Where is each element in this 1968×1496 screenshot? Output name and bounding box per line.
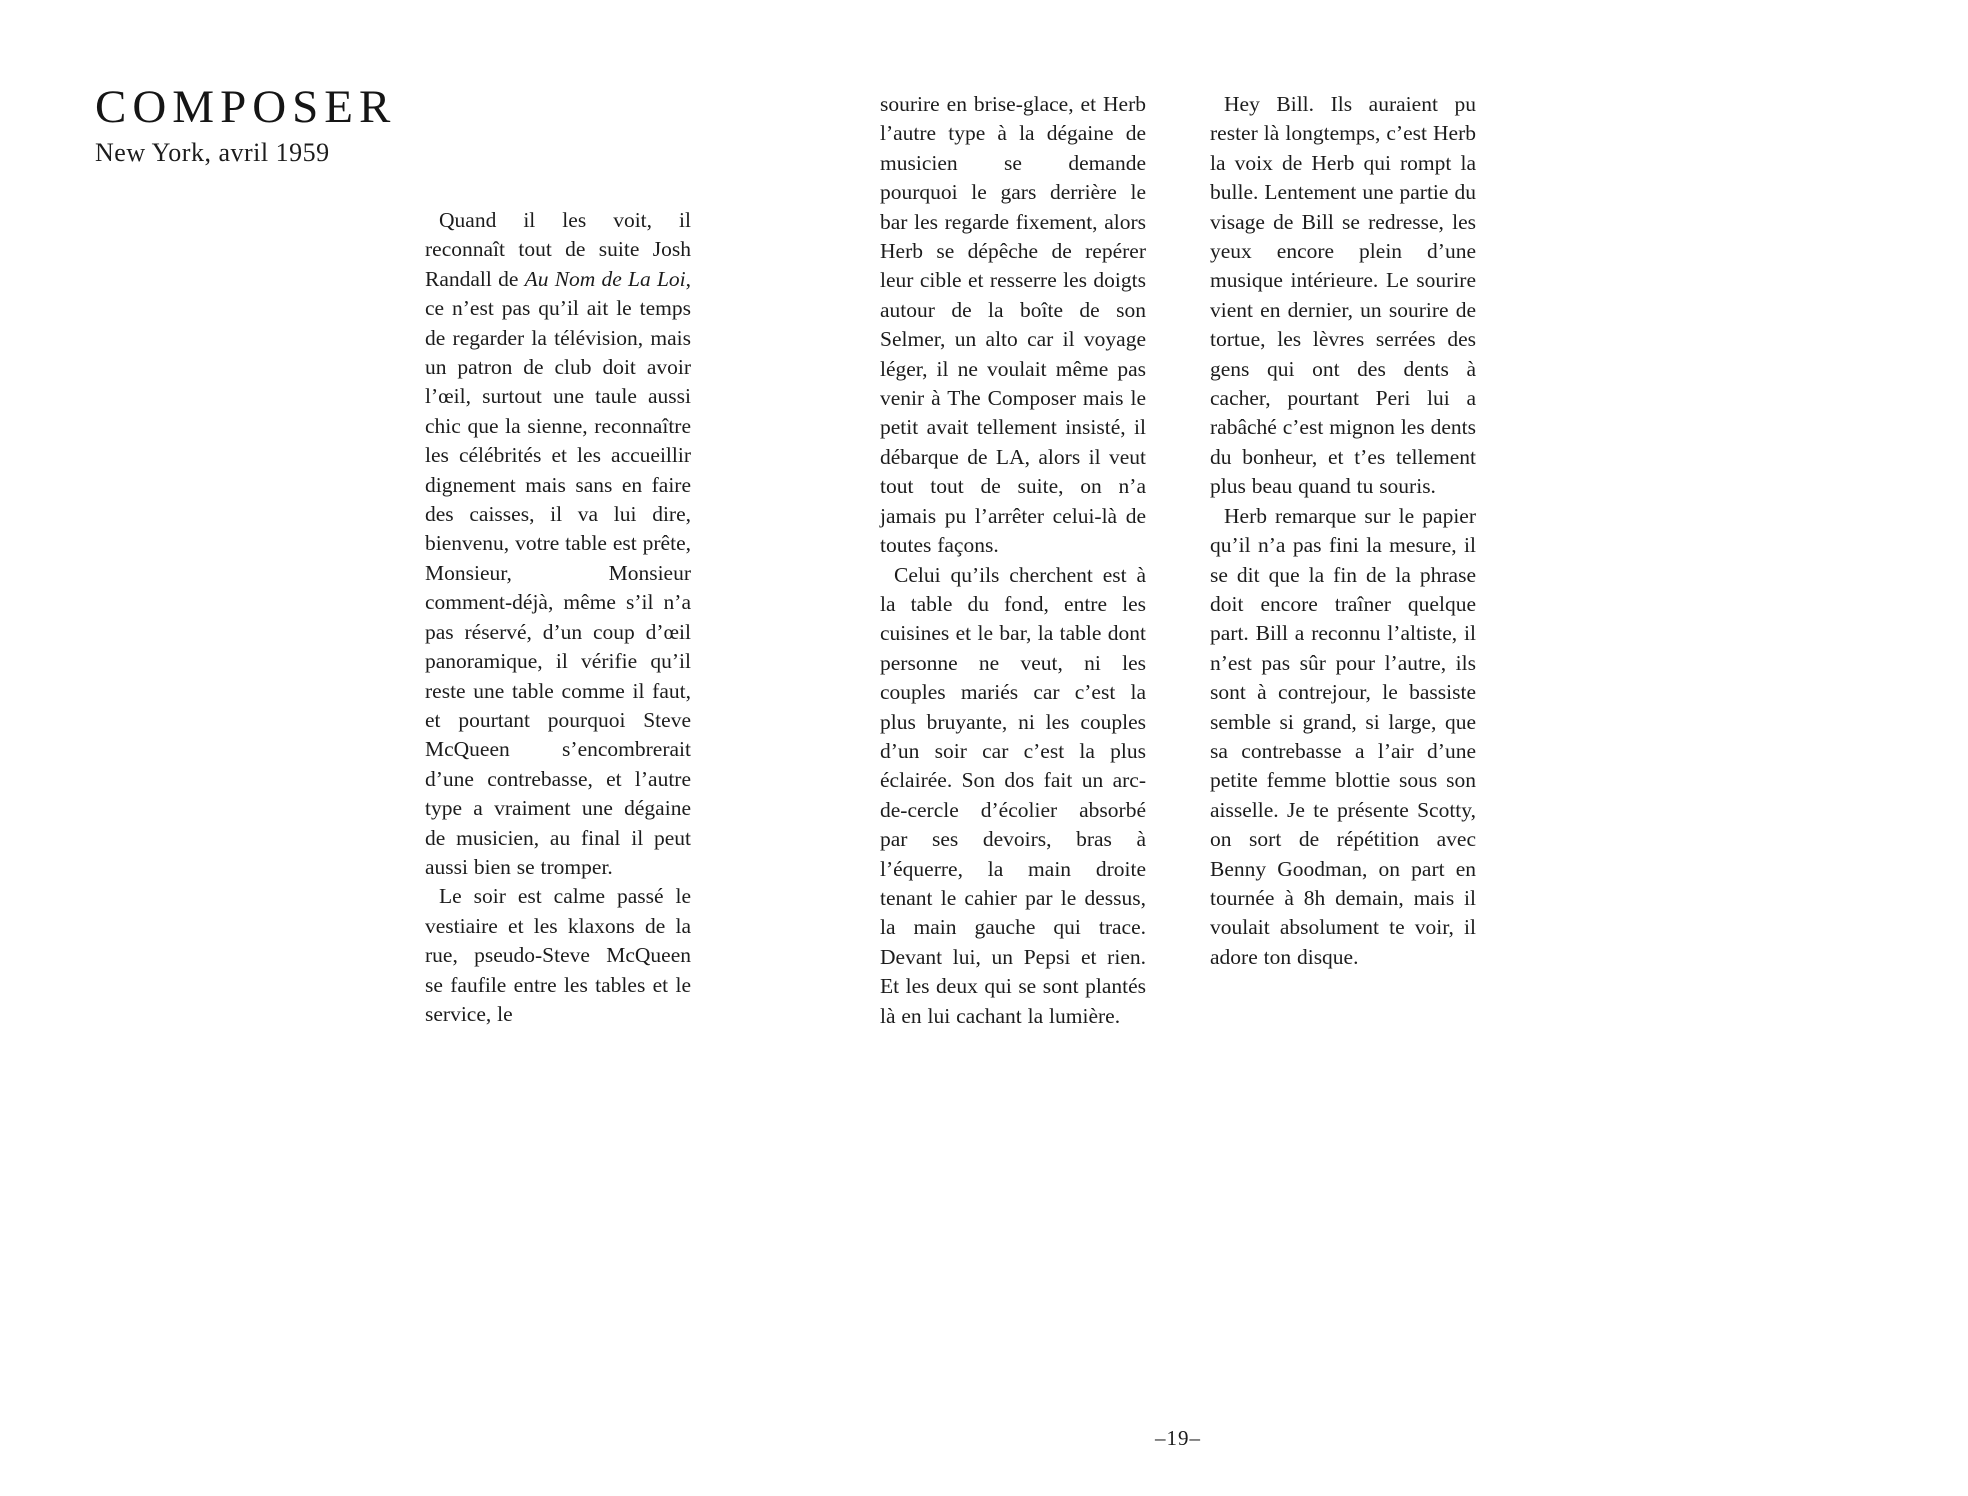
paragraph: Celui qu’ils cherchent est à la table du fond, entre les cuisines et le bar, la table dont personne ne veut, ni les couples mariés car c’est la plus bruyante, ni les couples d’un soir car c’est la plus éclairée. Son dos fait un arc-de-cercle d’écolier absorbé par ses devoirs, bras à l’équerre, la main droite tenant le cahier par le dessus, la main gauche qui trace. Devant lui, un Pepsi et rien. Et les deux qui se sont plantés là en lui cachant la lumière. (880, 562, 1146, 1028)
paragraph-continuation: sourire en brise-glace, et Herb l’autre type à la dégaine de musicien se demande pourquoi le gars derrière le bar les regarde fixement, alors Herb se dépêche de repérer leur cible et resserre les doigts autour de la boîte de son Selmer, un alto car il voyage léger, il ne voulait même pas venir à The Composer mais le petit avait tellement insisté, il débarque de LA, alors il veut tout tout de suite, on n’a jamais pu l’arrêter celui-là de toutes façons. (880, 92, 1146, 558)
page-subtitle: New York, avril 1959 (95, 137, 330, 167)
text-column-2 (880, 90, 1146, 1031)
paragraph: Quand il les voit, il reconnaît tout de suite Josh Randall de Au Nom de La Loi, ce n’est pas qu’il ait le temps de regarder la télévision, mais un patron de club doit avoir l’œil, surtout une taule aussi chic que la sienne, reconnaître les célébrités et les accueillir dignement mais sans en faire des caisses, il va lui dire, bienvenu, votre table est prête, Monsieur, Monsieur comment-déjà, même s’il n’a pas réservé, d’un coup d’œil panoramique, il vérifie qu’il reste une table comme il faut, et pourtant pourquoi Steve McQueen s’encombrerait d’une contrebasse, et l’autre type a vraiment une dégaine de musicien, au final il peut aussi bien se tromper. (425, 208, 691, 879)
text-column-1 (425, 206, 691, 1029)
text-column-3 (1210, 90, 1476, 972)
paragraph: Herb remarque sur le papier qu’il n’a pas fini la mesure, il se dit que la fin de la phrase doit encore traîner quelque part. Bill a reconnu l’altiste, il n’est pas sûr pour l’autre, ils sont à contrejour, le bassiste semble si grand, si large, que sa contrebasse a l’air d’une petite femme blottie sous son aisselle. Je te présente Scotty, on sort de répétition avec Benny Goodman, on part en tournée à 8h demain, mais il voulait absolument te voir, il adore ton disque. (1210, 503, 1476, 969)
page-number: –19– (1155, 1426, 1201, 1450)
paragraph: Le soir est calme passé le vestiaire et les klaxons de la rue, pseudo-Steve McQueen se faufile entre les tables et le service, le (425, 884, 691, 1026)
page-title: COMPOSER (95, 81, 397, 133)
paragraph: Hey Bill. Ils auraient pu rester là longtemps, c’est Herb la voix de Herb qui rompt la bulle. Lentement une partie du visage de Bill se redresse, les yeux encore plein d’une musique intérieure. Le sourire vient en dernier, un sourire de tortue, les lèvres serrées des gens qui ont des dents à cacher, pourtant Peri lui a rabâché c’est mignon les dents du bonheur, et t’es tellement plus beau quand tu souris. (1210, 92, 1476, 499)
chapter-heading (95, 82, 396, 168)
